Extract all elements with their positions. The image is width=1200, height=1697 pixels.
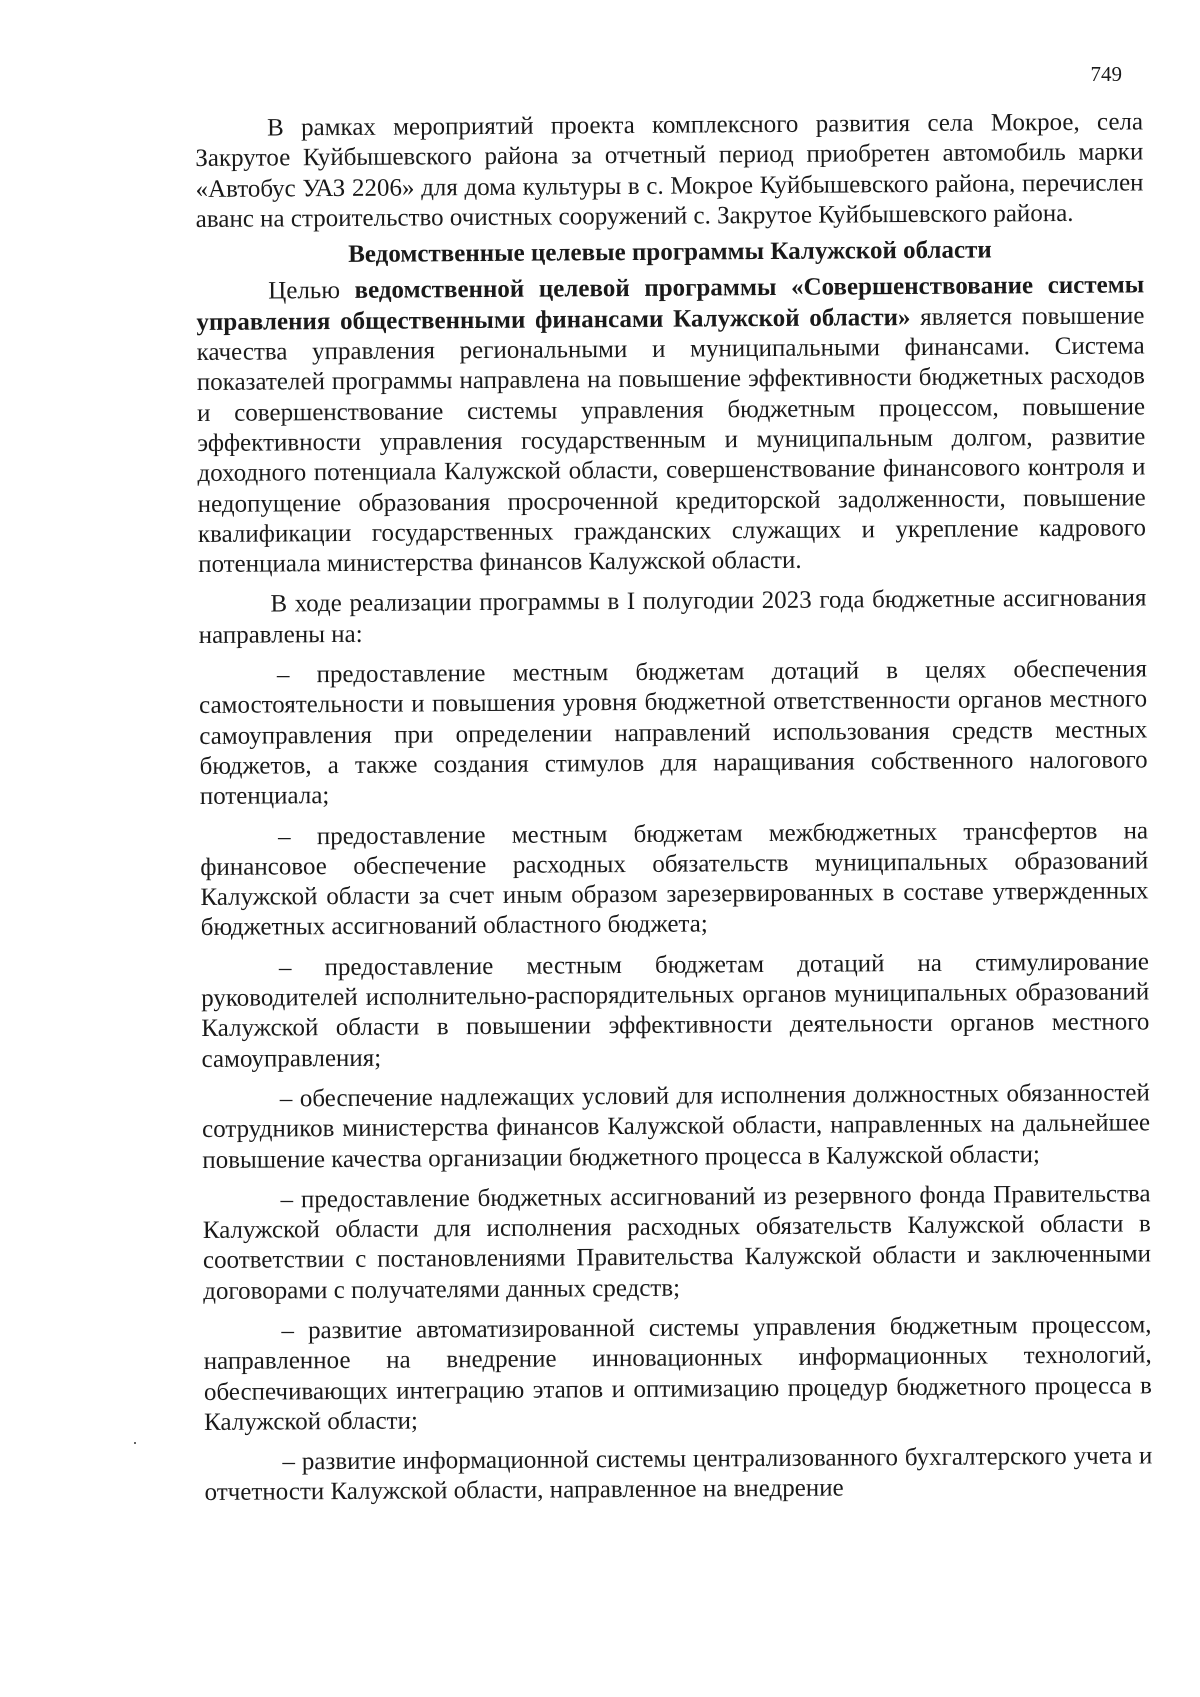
list-item: – предоставление бюджетных ассигнований из резервного фонда Правительства Калужской области для исполнения расходных обязательств Калужской области в соответствии с постановлениями Правительства Калужской области и заключенными договорами с получателями данных средств;	[202, 1180, 1152, 1305]
paragraph-program-goal	[196, 271, 1146, 581]
page-number: 749	[1090, 62, 1122, 86]
program-name: ведомственной целевой программы «Совершенствование системы управления общественными финансами Калужской области»	[196, 271, 1145, 336]
paragraph-lead-word: Целью	[268, 277, 341, 305]
list-item: – предоставление местным бюджетам межбюджетных трансфертов на финансовое обеспечение расходных обязательств муниципальных образований Калужской области за счет иным образом зарезервированных в составе утвержденных бюджетных ассигнований областного бюджета;	[200, 816, 1149, 942]
list-item: – предоставление местным бюджетам дотаций в целях обеспечения самостоятельности и повышения уровня бюджетной ответственности органов местного самоуправления при определении направлений использования средств местных бюджетов, а также создания стимулов для наращивания собственного налогового потенциала;	[199, 655, 1148, 811]
paragraph-goal-text: является повышение качества управления региональными и муниципальными финансами. Система показателей программы направлена на повышение эффективности бюджетных расходов и совершенствование системы управления бюджетным процессом, повышение эффективности управления государственным и муниципальным долгом, развитие доходного потенциала Калужской области, совершенствование финансового контроля и недопущение образования просроченной кредиторской задолженности, повышение квалификации государственных гражданских служащих и укрепление кадрового потенциала министерства финансов Калужской области.	[196, 302, 1147, 579]
paragraph-implementation: В ходе реализации программы в I полугодии 2023 года бюджетные ассигнования направлены на:	[198, 584, 1147, 649]
document-body	[195, 107, 1153, 1508]
list-item: – предоставление местным бюджетам дотаций на стимулирование руководителей исполнительно-распорядительных органов муниципальных образований Калужской области в повышении эффективности деятельности органов местного самоуправления;	[201, 948, 1150, 1073]
section-heading: Ведомственные целевые программы Калужской области	[348, 236, 992, 269]
paragraph-intro: В рамках мероприятий проекта комплексного развития села Мокрое, села Закрутое Куйбышевского района за отчетный период приобретен автомобиль марки «Автобус УАЗ 2206» для дома культуры в с. Мокрое Куйбышевского района, перечислен аванс на строительство очистных сооружений с. Закрутое Куйбышевского района.	[195, 108, 1144, 233]
list-item: – развитие информационной системы централизованного бухгалтерского учета и отчетности Калужской области, направленное на внедрение	[204, 1442, 1153, 1507]
list-item: – развитие автоматизированной системы управления бюджетным процессом, направленное на внедрение инновационных информационных технологий, обеспечивающих интеграцию этапов и оптимизацию процедур бюджетного процесса в Калужской области;	[203, 1311, 1152, 1436]
list-item: – обеспечение надлежащих условий для исполнения должностных обязанностей сотрудников министерства финансов Калужской области, направленных на дальнейшее повышение качества организации бюджетного процесса в Калужской области;	[201, 1079, 1151, 1174]
scan-speck	[134, 1442, 136, 1444]
